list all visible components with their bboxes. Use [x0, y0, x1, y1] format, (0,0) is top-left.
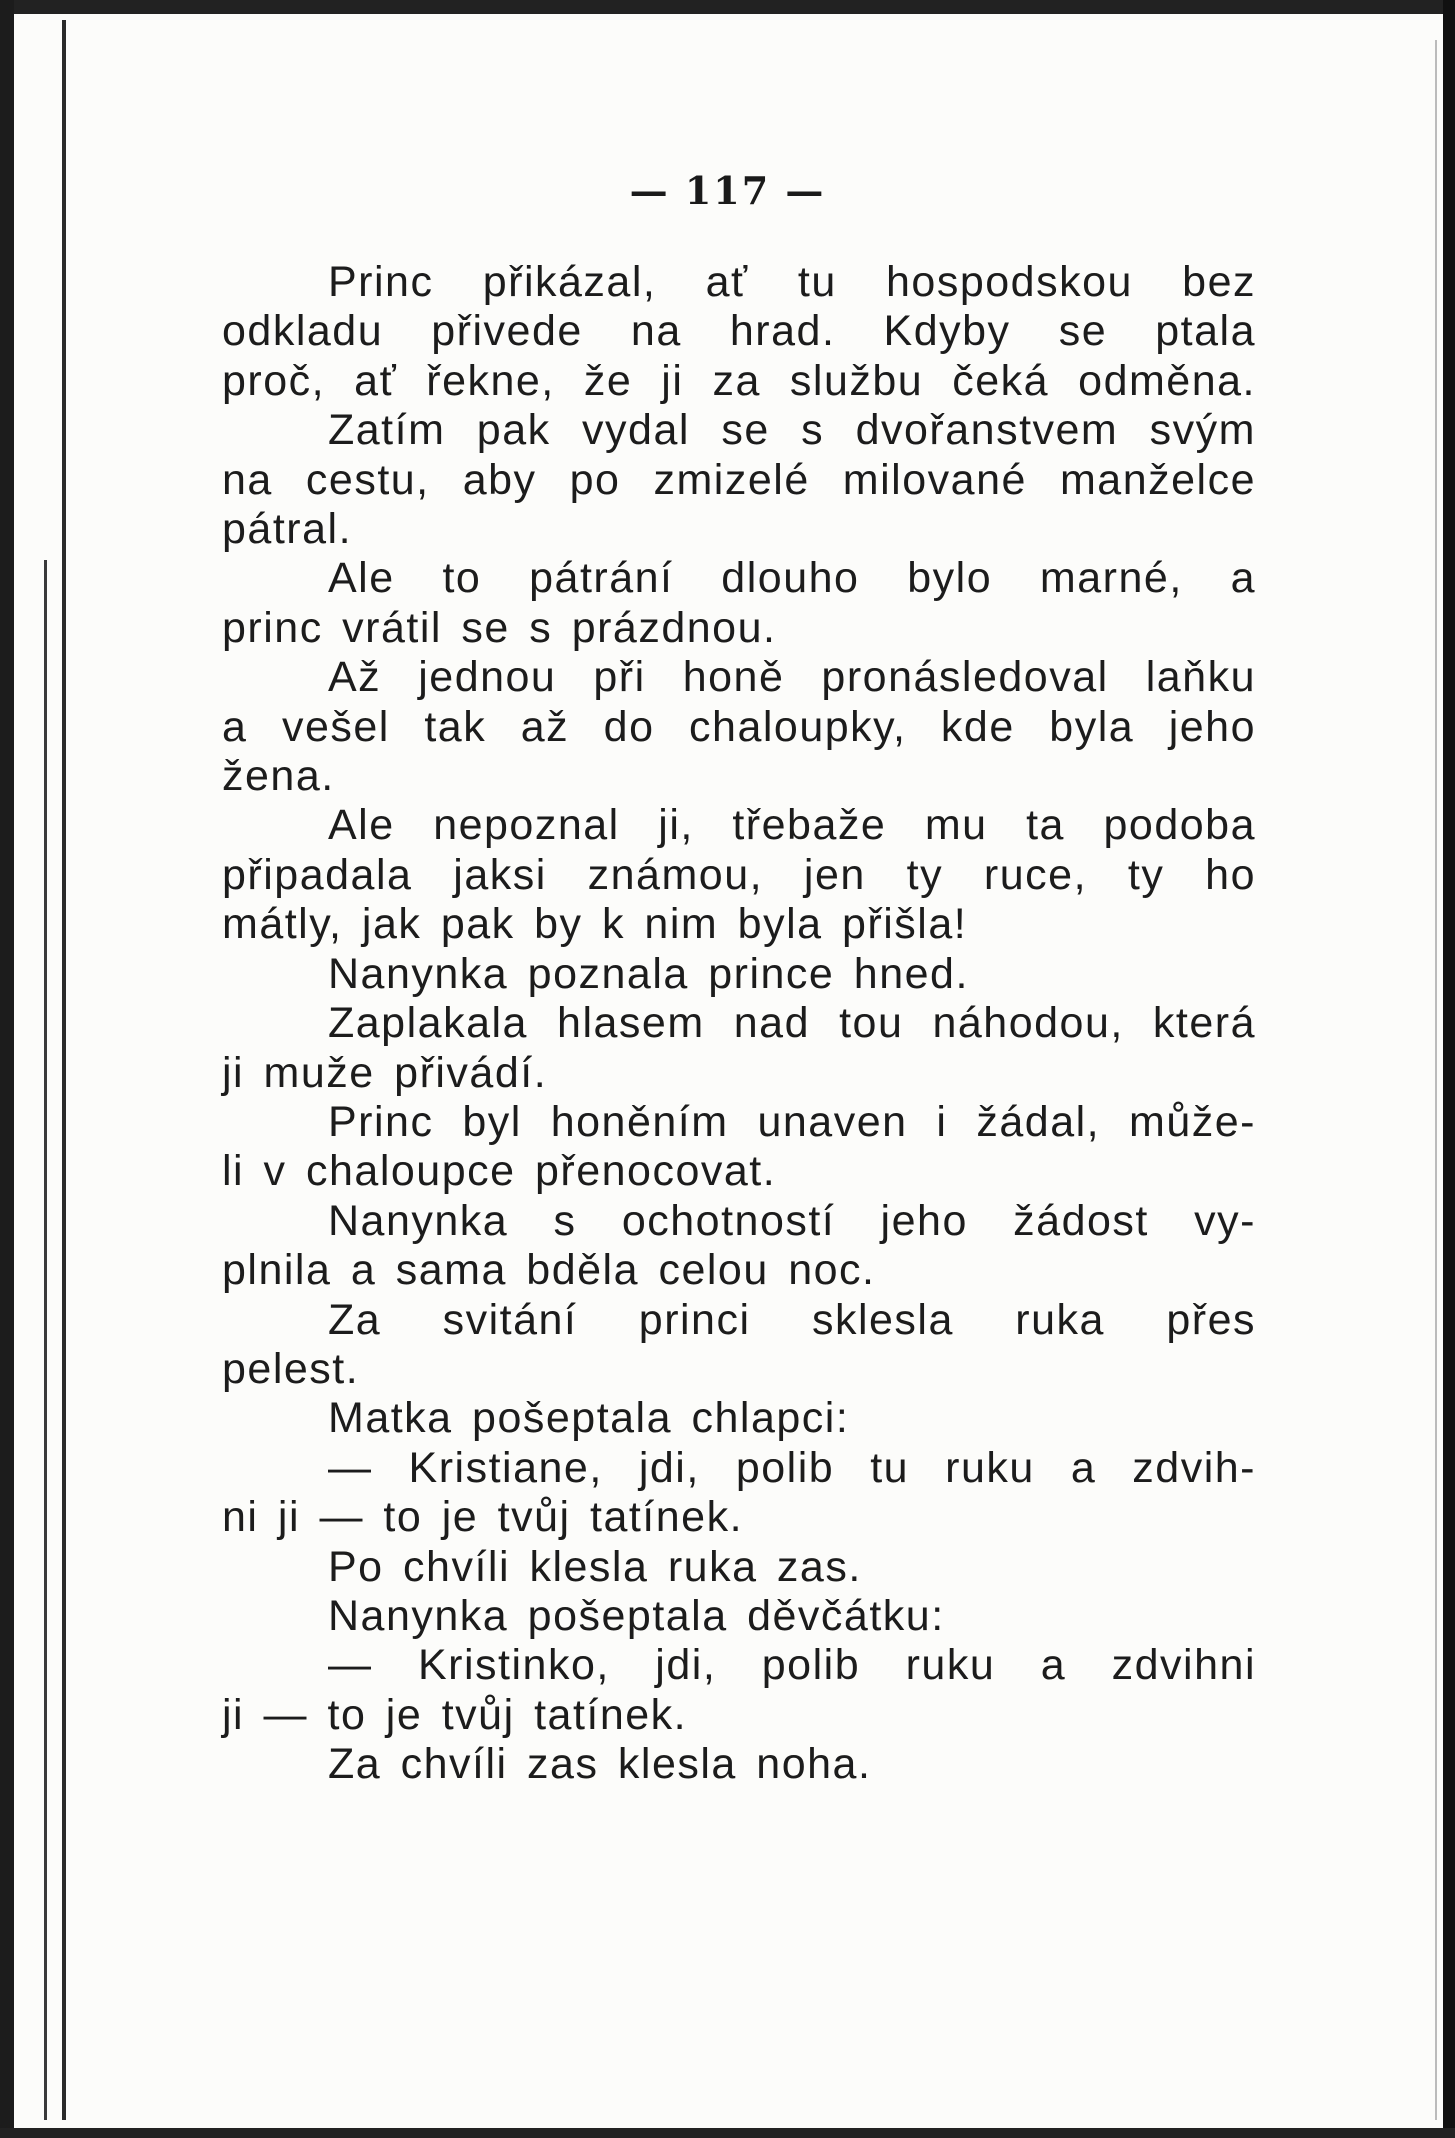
text-line: ji — to je tvůj tatínek. — [222, 1690, 688, 1739]
text-line: princ vrátil se s prázdnou. — [222, 603, 777, 652]
text-line: Za svitání princi sklesla ruka přes — [328, 1295, 1256, 1344]
scan-right-edge — [1443, 0, 1455, 2138]
text-line: Po chvíli klesla ruka zas. — [328, 1542, 862, 1591]
page-number: — 117 — — [629, 168, 826, 213]
text-line: mátly, jak pak by k nim byla přišla! — [222, 900, 968, 949]
body-text — [222, 258, 1256, 1790]
text-line: plnila a sama bděla celou noc. — [222, 1246, 876, 1295]
text-line: pelest. — [222, 1344, 360, 1393]
text-line: proč, ať řekne, že ji za službu čeká odměna. — [222, 356, 1256, 405]
text-line: — Kristiane, jdi, polib tu ruku a zdvih- — [328, 1443, 1256, 1492]
text-line: Za chvíli zas klesla noha. — [328, 1740, 872, 1789]
text-line: Až jednou při honě pronásledoval laňku — [328, 653, 1256, 702]
text-line: — Kristinko, jdi, polib ruku a zdvihni — [328, 1641, 1256, 1690]
scan-top-edge — [0, 0, 1455, 14]
text-line: Ale to pátrání dlouho bylo marné, a — [328, 554, 1256, 603]
text-line: pátral. — [222, 505, 353, 554]
text-line: Zaplakala hlasem nad tou náhodou, která — [328, 999, 1256, 1048]
scan-binding-edge — [0, 0, 14, 2138]
text-line: připadala jaksi známou, jen ty ruce, ty ho — [222, 850, 1256, 899]
text-line: Princ přikázal, ať tu hospodskou bez — [328, 258, 1256, 306]
text-line: li v chaloupce přenocovat. — [222, 1147, 777, 1196]
text-line: Ale nepoznal ji, třebaže mu ta podoba — [328, 801, 1256, 850]
text-line: a vešel tak až do chaloupky, kde byla jeho — [222, 702, 1256, 751]
text-line: Nanynka pošeptala děvčátku: — [328, 1591, 945, 1640]
text-line: Nanynka poznala prince hned. — [328, 949, 969, 998]
scan-bottom-edge — [0, 2128, 1455, 2138]
text-line: ji muže přivádí. — [222, 1048, 548, 1097]
scan-left-edge-line-inner — [44, 560, 47, 2120]
text-line: Nanynka s ochotností jeho žádost vy- — [328, 1196, 1256, 1245]
scan-right-edge-line — [1435, 40, 1437, 2120]
text-line: Princ byl honěním unaven i žádal, může- — [328, 1097, 1256, 1146]
text-line: ni ji — to je tvůj tatínek. — [222, 1493, 744, 1542]
text-line: na cestu, aby po zmizelé milované manželce — [222, 455, 1256, 504]
text-line: odkladu přivede na hrad. Kdyby se ptala — [222, 307, 1256, 356]
text-line: Matka pošeptala chlapci: — [328, 1394, 850, 1443]
scan-left-edge-line — [62, 20, 66, 2120]
text-line: Zatím pak vydal se s dvořanstvem svým — [328, 406, 1256, 455]
text-line: žena. — [222, 752, 335, 801]
